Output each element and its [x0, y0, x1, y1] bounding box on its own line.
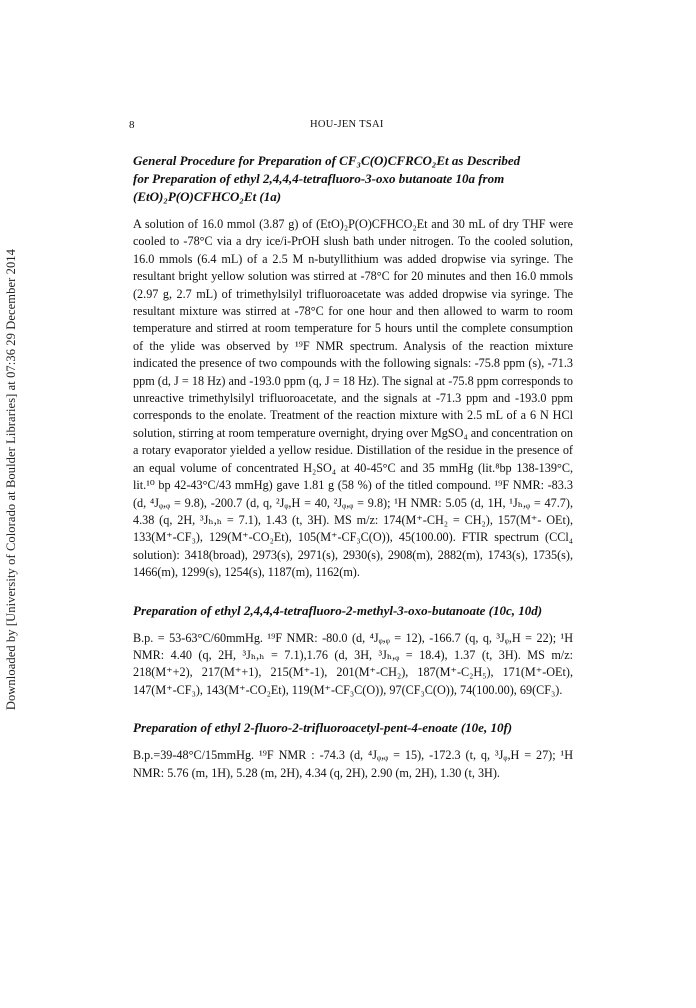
- title-line: (EtO)₂P(O)CFHCO₂Et (1a): [133, 189, 282, 204]
- procedure-paragraph: A solution of 16.0 mmol (3.87 g) of (EtO)₂P(O)CFHCO₂Et and 30 mL of dry THF were cooled to -78°C via a dry ice/i-PrOH slush bath under nitrogen. To the cooled solution, 16.0 mmols (6.4 mL) of a 2.5 M n-butyllithium was added dropwise via syringe. The resultant bright yellow solution was stirred at -78°C for 20 minutes and then 16.0 mmols (2.97 g, 2.7 mL) of trimethylsilyl trifluoroacetate was added dropwise via syringe. The resultant mixture was stirred at -78°C for one hour and then allowed to warm to room temperature and stirred at room temperature for 5 hours until the complete consumption of the ylide was observed by ¹⁹F NMR spectrum. Analysis of the reaction mixture indicated the presence of two compounds with the following signals: -75.8 ppm (s), -71.3 ppm (d, J = 18 Hz) and -193.0 ppm (q, J = 18 Hz). The signal at -75.8 ppm corresponds to unreactive trimethylsilyl trifluoroacetate, and the signals at -71.3 ppm and -193.0 ppm corresponds to the enolate. Treatment of the reaction mixture with 2.5 mL of a 6 N HCl solution, stirring at room temperature overnight, drying over MgSO₄ and concentration on a rotary evaporator yielded a yellow residue. Distillation of the residue in the presence of an equal volume of concentrated H₂SO₄ at 40-45°C and 35 mmHg (lit.⁸bp 138-139°C, lit.¹⁰ bp 42-43°C/43 mmHg) gave 1.81 g (58 %) of the titled compound. ¹⁹F NMR: -83.3 (d, ⁴Jᵩ,ᵩ = 9.8), -200.7 (d, q, ²Jᵩ,H = 40, ²Jᵩ,ᵩ = 9.8); ¹H NMR: 5.05 (d, 1H, ¹Jₕ,ᵩ = 47.7), 4.38 (q, 2H, ³Jₕ,ₕ = 7.1), 1.43 (t, 3H). MS m/z: 174(M⁺-CH₂ = CH₂), 157(M⁺- OEt), 133(M⁺-CF₃), 129(M⁺-CO₂Et), 105(M⁺-CF₃C(O)), 45(100.00). FTIR spectrum (CCl₄ solution): 3418(broad), 2973(s), 2971(s), 2930(s), 2908(m), 2882(m), 1743(s), 1735(s), 1466(m), 1299(s), 1254(s), 1187(m), 1162(m).: [133, 217, 573, 580]
- download-watermark: [4, 190, 24, 710]
- title-line: Preparation of ethyl 2-fluoro-2-trifluoroacetyl-pent-4-enoate (10e, 10f): [133, 720, 513, 736]
- pentenoate-data-paragraph: B.p.=39-48°C/15mmHg. ¹⁹F NMR : -74.3 (d, ⁴Jᵩ,ᵩ = 15), -172.3 (t, q, ³Jᵩ,H = 27); ¹H NMR: 5.76 (m, 1H), 5.28 (m, 2H), 4.34 (q, 2H), 2.90 (m, 2H), 1.30 (t, 3H).: [133, 748, 573, 780]
- title-line: General Procedure for Preparation of CF₃C(O)CFRCO₂Et as Described: [133, 153, 521, 168]
- title-line: for Preparation of ethyl 2,4,4,4-tetrafluoro-3-oxo butanoate 10a from: [133, 171, 505, 186]
- section-title-pentenoate: [133, 719, 573, 737]
- title-line: Preparation of ethyl 2,4,4,4-tetrafluoro-2-methyl-3-oxo-butanoate (10c, 10d): [133, 602, 543, 618]
- section-title-methyl-butanoate: [133, 602, 573, 620]
- page-number: 8: [129, 119, 135, 131]
- download-watermark-text: Downloaded by [University of Colorado at Boulder Libraries] at 07:36 29 December 2014: [4, 248, 18, 710]
- section-title-general-procedure: [133, 152, 573, 206]
- running-head: HOU-JEN TSAI: [310, 119, 384, 130]
- article-body: [133, 152, 573, 782]
- methyl-butanoate-data-paragraph: B.p. = 53-63°C/60mmHg. ¹⁹F NMR: -80.0 (d, ⁴Jᵩ,ᵩ = 12), -166.7 (q, q, ³Jᵩ,H = 22); ¹H NMR: 4.40 (q, 2H, ³Jₕ,ₕ = 7.1),1.76 (d, 3H, ³Jₕ,ᵩ = 18.4), 1.37 (t, 3H). MS m/z: 218(M⁺+2), 217(M⁺+1), 215(M⁺-1), 201(M⁺-CH₂), 187(M⁺-C₂H₅), 171(M⁺-OEt), 147(M⁺-CF₃), 143(M⁺-CO₂Et), 119(M⁺-CF₃C(O)), 97(CF₃C(O)), 74(100.00), 69(CF₃).: [133, 630, 573, 697]
